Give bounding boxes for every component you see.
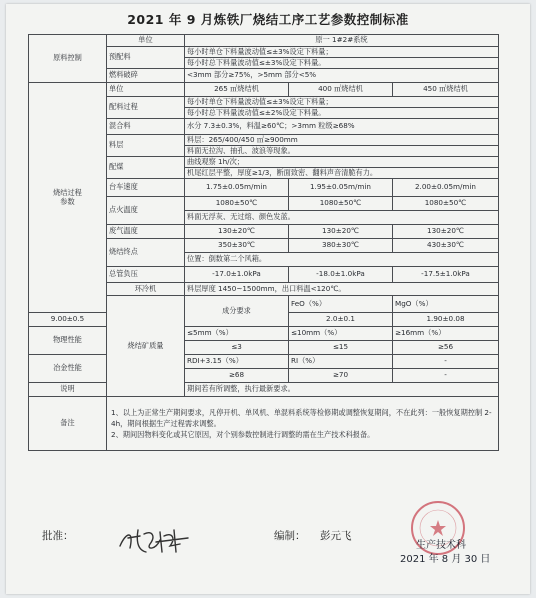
metal-head-ri: RI（%） xyxy=(289,355,393,369)
ignition-450: 1080±50℃ xyxy=(393,197,499,211)
metal-rdi: ≥68 xyxy=(185,369,289,383)
phys-16mm: ≥56 xyxy=(393,341,499,355)
department: 生产技术科 xyxy=(416,540,466,551)
comp-head-mgo: MgO（%） xyxy=(393,296,499,313)
pressure-label: 总管负压 xyxy=(107,267,185,283)
unit-400: 400 ㎡烧结机 xyxy=(289,83,393,97)
raw-unit-value: 原一 1#2#系统 xyxy=(185,35,499,47)
batch-line-2: 每小时总下料量波动值≤±2%设定下料量。 xyxy=(185,108,499,119)
speed-265: 1.75±0.05m/min xyxy=(185,179,289,197)
preblend-line-1: 每小时单仓下料量波动值≤±3%设定下料量； xyxy=(185,47,499,58)
layer-label: 料层 xyxy=(107,135,185,157)
observe-line-2: 机尾红层平整，厚度≥1/3，断面致密、翻料声音清脆有力。 xyxy=(185,168,499,179)
end-position: 位置：倒数第二个风箱。 xyxy=(185,253,499,267)
remark-text xyxy=(107,397,499,451)
document-title: 2021 年 9 月炼铁厂烧结工序工艺参数控制标准 xyxy=(127,12,409,27)
metal-head-dash: - xyxy=(393,355,499,369)
metal-ri: ≥70 xyxy=(289,369,393,383)
document-sheet xyxy=(6,4,530,594)
batch-label: 配料过程 xyxy=(107,97,185,119)
metal-dash: - xyxy=(393,369,499,383)
ignition-label: 点火温度 xyxy=(107,197,185,225)
phys-5mm: ≤3 xyxy=(185,341,289,355)
end-point-label: 烧结终点 xyxy=(107,239,185,267)
parameter-table xyxy=(28,34,499,451)
pressure-265: -17.0±1.0kPa xyxy=(185,267,289,283)
mix-value: 水分 7.3±0.3%，料温≥60℃；>3mm 粒级≥68% xyxy=(185,119,499,135)
preblend-line-2: 每小时总下料量波动值≤±3%设定下料量。 xyxy=(185,58,499,69)
crush-label: 燃料破碎 xyxy=(107,69,185,83)
editor-name: 彭元飞 xyxy=(320,530,352,542)
waste-400: 130±20℃ xyxy=(289,225,393,239)
end-400: 380±30℃ xyxy=(289,239,393,253)
comp-head-feo: FeO（%） xyxy=(289,296,393,313)
section-quality: 烧结矿质量 xyxy=(107,296,185,397)
remark-line-2: 2、期间因物料变化或其它原因，对个别参数控制进行调整的需在生产技术科报备。 xyxy=(111,430,375,440)
composition-label: 成分要求 xyxy=(185,296,289,327)
waste-265: 130±20℃ xyxy=(185,225,289,239)
speed-400: 1.95±0.05m/min xyxy=(289,179,393,197)
sign-date: 2021 年 8 月 30 日 xyxy=(400,554,491,565)
comp-mgo: 2.0±0.1 xyxy=(289,313,393,327)
comp-feo: 9.00±0.5 xyxy=(29,313,107,327)
phys-head-5mm: ≤5mm（%） xyxy=(185,327,289,341)
explain-value: 期间若有所调整，执行最新要求。 xyxy=(185,383,499,397)
batch-line-1: 每小时单仓下料量波动值≤±3%设定下料量； xyxy=(185,97,499,108)
observe-label: 配煤 xyxy=(107,157,185,179)
waste-gas-label: 废气温度 xyxy=(107,225,185,239)
physical-label: 物理性能 xyxy=(29,327,107,355)
raw-unit-label: 单位 xyxy=(107,35,185,47)
editor-label: 编制： xyxy=(274,530,306,542)
end-265: 350±30℃ xyxy=(185,239,289,253)
phys-head-10mm: ≤10mm（%） xyxy=(289,327,393,341)
crush-value: <3mm 部分≥75%，>5mm 部分<5% xyxy=(185,69,499,83)
section-raw: 原料控制 xyxy=(29,35,107,83)
waste-450: 130±20℃ xyxy=(393,225,499,239)
phys-10mm: ≤15 xyxy=(289,341,393,355)
metal-head-rdi: RDI+3.15（%） xyxy=(185,355,289,369)
ignition-surface: 料面无浮灰、无过熔、颜色发蓝。 xyxy=(185,211,499,225)
unit-265: 265 ㎡烧结机 xyxy=(185,83,289,97)
section-sinter: 烧结过程 参数 xyxy=(29,83,107,313)
phys-head-16mm: ≥16mm（%） xyxy=(393,327,499,341)
approve-label: 批准： xyxy=(42,530,74,542)
pressure-450: -17.5±1.0kPa xyxy=(393,267,499,283)
section-remark: 备注 xyxy=(29,397,107,451)
speed-label: 台车速度 xyxy=(107,179,185,197)
observe-line-1: 曲线观察 1h/次； xyxy=(185,157,499,168)
layer-line-1: 料层：265/400/450 ㎡≥900mm xyxy=(185,135,499,146)
cooler-label: 环冷机 xyxy=(107,283,185,296)
metallurgical-label: 冶金性能 xyxy=(29,355,107,383)
pressure-400: -18.0±1.0kPa xyxy=(289,267,393,283)
end-450: 430±30℃ xyxy=(393,239,499,253)
speed-450: 2.00±0.05m/min xyxy=(393,179,499,197)
ignition-400: 1080±50℃ xyxy=(289,197,393,211)
layer-line-2: 料面无拉沟、抽孔、波浪等现象。 xyxy=(185,146,499,157)
ignition-265: 1080±50℃ xyxy=(185,197,289,211)
cooler-value: 料层厚度 1450~1500mm，出口料温<120℃。 xyxy=(185,283,499,296)
explain-label: 说明 xyxy=(29,383,107,397)
mix-label: 混合料 xyxy=(107,119,185,135)
remark-line-1: 1、以上为正常生产期间要求，凡停开机、单风机、单混料系统等检修期或调整恢复期间，不在此列：一般恢复期控制 2-4h，期间根据生产过程需求调整。 xyxy=(111,407,492,428)
approver-signature xyxy=(116,526,190,556)
preblend-label: 预配料 xyxy=(107,47,185,69)
sinter-unit-label: 单位 xyxy=(107,83,185,97)
comp-r: 1.90±0.08 xyxy=(393,313,499,327)
unit-450: 450 ㎡烧结机 xyxy=(393,83,499,97)
